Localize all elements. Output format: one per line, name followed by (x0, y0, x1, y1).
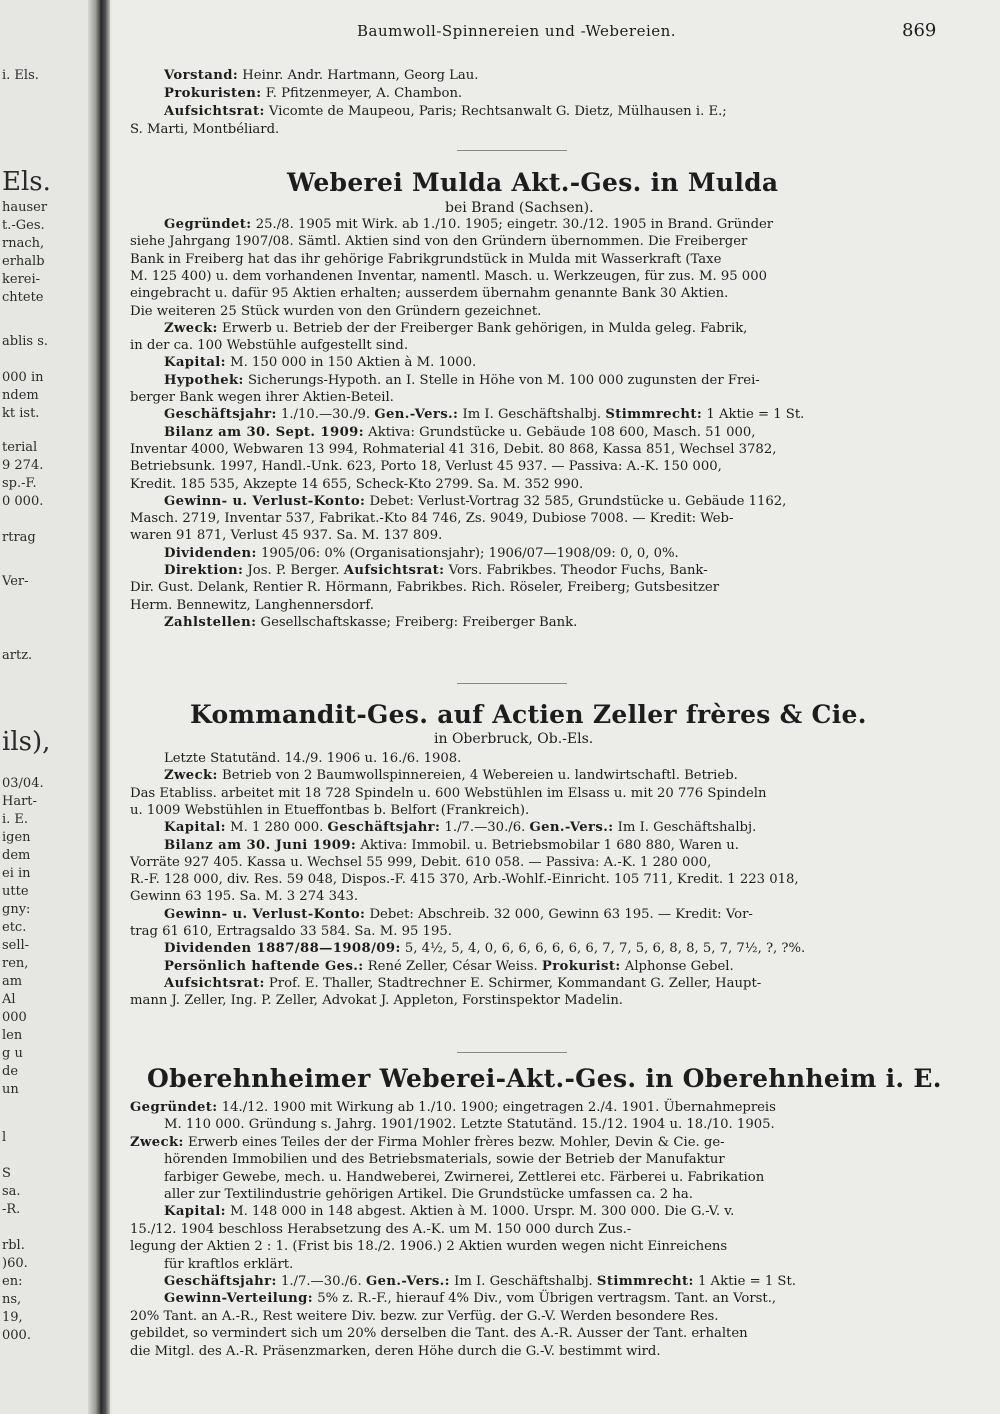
text-line (130, 304, 541, 319)
field-value: F. Pfitzenmeyer, A. Chambon. (261, 86, 463, 101)
field-value: eingebracht u. dafür 95 Aktien erhalten; ausserdem übernahm genannte Bank 30 Aktien. (130, 286, 729, 301)
field-value: Masch. 2719, Inventar 537, Fabrikat.-Kto 84 746, Zs. 9049, Dubiose 7008. — Kredit: Web- (130, 511, 734, 526)
gutter-fragment: 03/04. (2, 776, 44, 791)
gutter-fragment: hauser (2, 200, 48, 215)
field-value: Prof. E. Thaller, Stadtrechner E. Schirmer, Kommandant G. Zeller, Haupt- (264, 976, 762, 991)
text-line (164, 1204, 734, 1219)
field-label: Gen.-Vers.: (529, 820, 614, 835)
text-line (130, 252, 721, 267)
field-label: Gewinn- u. Verlust-Konto: (164, 494, 366, 509)
gutter-fragment: i. E. (2, 812, 29, 827)
gutter-fragment: 000 in (2, 370, 44, 385)
field-label: Geschäftsjahr: (327, 820, 441, 835)
field-value: in der ca. 100 Webstühle aufgestellt sind. (130, 338, 409, 353)
field-label: Zweck: (130, 1135, 184, 1150)
field-value: farbiger Gewebe, mech. u. Handweberei, Zwirnerei, Zettlerei etc. Färberei u. Fabrikation (164, 1170, 765, 1185)
book-spine-shadow (88, 0, 110, 1414)
gutter-fragment: )60. (2, 1256, 28, 1271)
gutter-fragment: 19, (2, 1310, 23, 1325)
field-value: Betriebsunk. 1997, Handl.-Unk. 623, Porto 18, Verlust 45 937. — Passiva: A.-K. 150 000, (130, 459, 722, 474)
running-header: Baumwoll-Spinnereien und -Webereien. (357, 22, 677, 40)
text-line (130, 528, 442, 543)
field-value: Letzte Statutänd. 14./9. 1906 u. 16./6. 1908. (164, 751, 462, 766)
field-value: für kraftlos erklärt. (164, 1257, 294, 1272)
field-value: Gewinn 63 195. Sa. M. 3 274 343. (130, 889, 359, 904)
text-line (130, 993, 623, 1008)
text-line (130, 1309, 718, 1324)
field-value: Jos. P. Berger. (243, 563, 344, 578)
text-line (164, 494, 786, 509)
field-value: Aktiva: Immobil. u. Betriebsmobilar 1 680 880, Waren u. (356, 838, 739, 853)
field-value: R.-F. 128 000, div. Res. 59 048, Dispos.-F. 415 370, Arb.-Wohlf.-Einricht. 105 711, Kredit. 1 223 018, (130, 872, 799, 887)
field-value: Erwerb u. Betrieb der der Freiberger Bank gehörigen, in Mulda geleg. Fabrik, (217, 321, 748, 336)
gutter-fragment: sa. (2, 1184, 21, 1199)
field-label: Direktion: (164, 563, 244, 578)
gutter-fragment: erhalb (2, 254, 45, 269)
text-line (164, 425, 755, 440)
text-line (130, 122, 279, 137)
text-line (130, 1222, 631, 1237)
field-label: Bilanz am 30. Juni 1909: (164, 838, 357, 853)
gutter-fragment: Ver- (2, 574, 29, 589)
text-line (164, 1274, 796, 1289)
text-line (164, 768, 738, 783)
field-value: 25./8. 1905 mit Wirk. ab 1./10. 1905; eingetr. 30./12. 1905 in Brand. Gründer (251, 217, 774, 232)
text-line (164, 546, 679, 561)
text-line (164, 563, 708, 578)
gutter-fragment: kt ist. (2, 406, 40, 421)
text-line (164, 976, 761, 991)
field-label: Gen.-Vers.: (365, 1274, 450, 1289)
gutter-fragment: ndem (2, 388, 39, 403)
gutter-fragment: ablis s. (2, 334, 48, 349)
gutter-fragment: Hart- (2, 794, 37, 809)
gutter-fragment: ns, (2, 1292, 22, 1307)
page-number: 869 (902, 20, 937, 41)
field-value: 15./12. 1904 beschloss Herabsetzung des A.-K. um M. 150 000 durch Zus.- (130, 1222, 632, 1237)
field-value: mann J. Zeller, Ing. P. Zeller, Advokat J. Appleton, Forstinspektor Madelin. (130, 993, 624, 1008)
field-label: Dividenden: (164, 546, 257, 561)
gutter-fragment: rnach, (2, 236, 45, 251)
field-value: M. 125 400) u. dem vorhandenen Inventar, namentl. Masch. u. Werkzeugen, für zus. M. 95 000 (130, 269, 767, 284)
field-value: hörenden Immobilien und des Betriebsmaterials, sowie der Betrieb der Manufaktur (164, 1152, 725, 1167)
text-line (164, 820, 756, 835)
gutter-fragment: chtete (2, 290, 44, 305)
gutter-fragment: de (2, 1064, 19, 1079)
gutter-fragment: rbl. (2, 1238, 25, 1253)
field-label: Gen.-Vers.: (374, 407, 459, 422)
text-line (130, 1239, 727, 1254)
text-line (164, 1257, 293, 1272)
field-value: 1./7.—30./6. (276, 1274, 366, 1289)
field-value: 20% Tant. an A.-R., Rest weitere Div. bezw. zur Verfüg. der G.-V. Werden besondere Res. (130, 1309, 719, 1324)
company-title: Oberehnheimer Weberei-Akt.-Ges. in Oberehnheim i. E. (147, 1064, 942, 1093)
page (112, 0, 1000, 1414)
field-value: S. Marti, Montbéliard. (130, 122, 280, 137)
text-line (130, 477, 583, 492)
gutter-fragment: l (2, 1130, 7, 1145)
field-label: Vorstand: (164, 68, 239, 83)
gutter-fragment: artz. (2, 648, 33, 663)
field-value: Debet: Verlust-Vortrag 32 585, Grundstücke u. Gebäude 1162, (365, 494, 787, 509)
gutter-fragment: sell- (2, 938, 30, 953)
field-value: 1 Aktie = 1 St. (693, 1274, 796, 1289)
text-line (164, 86, 462, 101)
field-value: Sicherungs-Hypoth. an I. Stelle in Höhe von M. 100 000 zugunsten der Frei- (243, 373, 760, 388)
text-line (164, 407, 804, 422)
field-label: Zweck: (164, 321, 218, 336)
field-value: 1./10.—30./9. (276, 407, 375, 422)
field-value: Inventar 4000, Webwaren 13 994, Rohmaterial 41 316, Debit. 80 868, Kassa 851, Wechsel 3782, (130, 442, 777, 457)
text-line (164, 104, 727, 119)
field-value: Kredit. 185 535, Akzepte 14 655, Scheck-Kto 2799. Sa. M. 352 990. (130, 477, 584, 492)
section-divider (457, 683, 567, 684)
text-line (164, 321, 747, 336)
gutter-fragment: S (2, 1166, 11, 1181)
field-value: Dir. Gust. Delank, Rentier R. Hörmann, Fabrikbes. Rich. Röseler, Freiberg; Gutsbesitzer (130, 580, 720, 595)
gutter-fragment: gny: (2, 902, 31, 917)
company-location: in Oberbruck, Ob.-Els. (434, 731, 594, 747)
field-value: die Mitgl. des A.-R. Präsenzmarken, deren Höhe durch die G.-V. bestimmt wird. (130, 1344, 661, 1359)
text-line (164, 1152, 725, 1167)
gutter-fragment: utte (2, 884, 29, 899)
field-value: 5% z. R.-F., hierauf 4% Div., vom Übrigen vertragsm. Tant. an Vorst., (313, 1291, 777, 1306)
field-value: Bank in Freiberg hat das ihr gehörige Fabrikgrundstück in Mulda mit Wasserkraft (Taxe (130, 252, 722, 267)
field-label: Persönlich haftende Ges.: (164, 959, 364, 974)
text-line (130, 1100, 776, 1115)
field-value: Alphonse Gebel. (620, 959, 734, 974)
field-label: Hypothek: (164, 373, 244, 388)
field-value: Im I. Geschäftshalbj. (458, 407, 606, 422)
gutter-fragment: ils), (2, 727, 51, 757)
field-label: Zweck: (164, 768, 218, 783)
field-label: Dividenden 1887/88—1908/09: (164, 941, 401, 956)
text-line (164, 355, 476, 370)
field-value: 14./12. 1900 mit Wirkung ab 1./10. 1900; eingetragen 2./4. 1901. Übernahmepreis (217, 1100, 776, 1115)
field-label: Geschäftsjahr: (164, 407, 277, 422)
text-line (130, 286, 728, 301)
section-divider (457, 150, 567, 151)
gutter-fragment: len (2, 1028, 23, 1043)
company-title: Weberei Mulda Akt.-Ges. in Mulda (287, 168, 779, 197)
text-line (130, 872, 799, 887)
field-value: siehe Jahrgang 1907/08. Sämtl. Aktien sind von den Gründern übernommen. Die Freiberger (130, 234, 748, 249)
field-label: Bilanz am 30. Sept. 1909: (164, 425, 364, 440)
field-label: Stimmrecht: (596, 1274, 694, 1289)
text-line (130, 511, 733, 526)
field-value: Debet: Abschreib. 32 000, Gewinn 63 195. — Kredit: Vor- (365, 907, 753, 922)
field-label: Geschäftsjahr: (164, 1274, 277, 1289)
text-line (164, 1170, 764, 1185)
text-line (130, 390, 394, 405)
text-line (164, 68, 478, 83)
text-line (130, 803, 529, 818)
text-line (130, 338, 408, 353)
text-line (130, 580, 719, 595)
field-value: René Zeller, César Weiss. (363, 959, 542, 974)
field-label: Zahlstellen: (164, 615, 257, 630)
field-label: Prokurist: (541, 959, 621, 974)
gutter-fragment: kerei- (2, 272, 41, 287)
field-label: Gewinn- u. Verlust-Konto: (164, 907, 366, 922)
field-value: Vors. Fabrikbes. Theodor Fuchs, Bank- (444, 563, 708, 578)
text-line (164, 959, 734, 974)
gutter-fragment: t.-Ges. (2, 218, 45, 233)
field-value: 1./7.—30./6. (440, 820, 530, 835)
field-value: waren 91 871, Verlust 45 937. Sa. M. 137 809. (130, 528, 443, 543)
field-value: Vicomte de Maupeou, Paris; Rechtsanwalt G. Dietz, Mülhausen i. E.; (264, 104, 727, 119)
text-line (130, 786, 767, 801)
text-line (130, 889, 358, 904)
field-value: Im I. Geschäftshalbj. (449, 1274, 597, 1289)
gutter-fragment: 000 (2, 1010, 27, 1025)
company-title: Kommandit-Ges. auf Actien Zeller frères & Cie. (190, 700, 867, 729)
field-value: berger Bank wegen ihrer Aktien-Beteil. (130, 390, 394, 405)
field-value: legung der Aktien 2 : 1. (Frist bis 18./2. 1906.) 2 Aktien wurden wegen nicht Einreichens (130, 1239, 728, 1254)
section-divider (457, 1052, 567, 1053)
gutter-fragment: g u (2, 1046, 23, 1061)
text-line (130, 1326, 748, 1341)
text-line (164, 751, 461, 766)
gutter-fragment: 0 000. (2, 494, 44, 509)
field-value: 1905/06: 0% (Organisationsjahr); 1906/07—1908/09: 0, 0, 0%. (256, 546, 679, 561)
field-value: 1 Aktie = 1 St. (702, 407, 805, 422)
text-line (130, 924, 452, 939)
field-value: Erwerb eines Teiles der der Firma Mohler frères bezw. Mohler, Devin & Cie. ge- (183, 1135, 725, 1150)
field-value: 5, 4½, 5, 4, 0, 6, 6, 6, 6, 6, 6, 7, 7, 5, 6, 8, 8, 5, 7, 7½, ?, ?%. (400, 941, 806, 956)
gutter-fragment: etc. (2, 920, 27, 935)
text-line (130, 269, 767, 284)
gutter-fragment: Els. (2, 167, 51, 197)
gutter-fragment: dem (2, 848, 31, 863)
field-value: gebildet, so vermindert sich um 20% derselben die Tant. des A.-R. Ausser der Tant. erhalten (130, 1326, 748, 1341)
gutter-fragment: 000. (2, 1328, 31, 1343)
field-value: Gesellschaftskasse; Freiberg: Freiberger Bank. (256, 615, 578, 630)
field-value: Im I. Geschäftshalbj. (613, 820, 757, 835)
field-label: Gegründet: (130, 1100, 218, 1115)
field-value: u. 1009 Webstühlen in Etueffontbas b. Belfort (Frankreich). (130, 803, 530, 818)
field-value: Heinr. Andr. Hartmann, Georg Lau. (238, 68, 479, 83)
text-line (130, 1344, 661, 1359)
gutter-fragment: -R. (2, 1202, 21, 1217)
field-label: Aufsichtsrat: (343, 563, 445, 578)
text-line (164, 941, 805, 956)
text-line (164, 1187, 693, 1202)
field-label: Aufsichtsrat: (164, 976, 265, 991)
text-line (130, 1135, 725, 1150)
field-value: Vorräte 927 405. Kassa u. Wechsel 55 999, Debit. 610 058. — Passiva: A.-K. 1 280 000, (130, 855, 712, 870)
field-label: Aufsichtsrat: (164, 104, 265, 119)
text-line (164, 217, 773, 232)
gutter-fragment: igen (2, 830, 31, 845)
field-label: Kapital: (164, 820, 226, 835)
field-value: M. 110 000. Gründung s. Jahrg. 1901/1902. Letzte Statutänd. 15./12. 1904 u. 18./10. 1905. (164, 1117, 775, 1132)
gutter-fragment: sp.-F. (2, 476, 37, 491)
company-location: bei Brand (Sachsen). (445, 200, 594, 216)
field-value: M. 150 000 in 150 Aktien à M. 1000. (225, 355, 477, 370)
text-line (164, 1117, 775, 1132)
field-label: Kapital: (164, 1204, 226, 1219)
field-label: Gewinn-Verteilung: (164, 1291, 314, 1306)
text-line (164, 907, 753, 922)
field-label: Prokuristen: (164, 86, 262, 101)
text-line (130, 234, 747, 249)
gutter-fragment: un (2, 1082, 19, 1097)
text-line (164, 615, 577, 630)
text-line (130, 855, 711, 870)
field-label: Gegründet: (164, 217, 252, 232)
field-value: M. 1 280 000. (225, 820, 328, 835)
field-value: Betrieb von 2 Baumwollspinnereien, 4 Webereien u. landwirtschaftl. Betrieb. (217, 768, 738, 783)
text-line (130, 442, 776, 457)
text-line (130, 459, 722, 474)
gutter-fragment: am (2, 974, 23, 989)
field-value: aller zur Textilindustrie gehörigen Artikel. Die Grundstücke umfassen ca. 2 ha. (164, 1187, 693, 1202)
text-line (130, 598, 374, 613)
field-value: Herm. Bennewitz, Langhennersdorf. (130, 598, 374, 613)
gutter-fragment: 9 274. (2, 458, 44, 473)
field-value: Das Etabliss. arbeitet mit 18 728 Spindeln u. 600 Webstühlen im Elsass u. mit 20 776 Spindeln (130, 786, 767, 801)
field-label: Kapital: (164, 355, 226, 370)
gutter-fragment: rtrag (2, 530, 36, 545)
gutter-fragment: i. Els. (2, 68, 39, 83)
field-label: Stimmrecht: (605, 407, 703, 422)
gutter-fragment: terial (2, 440, 38, 455)
gutter-fragment: ren, (2, 956, 29, 971)
field-value: Aktiva: Grundstücke u. Gebäude 108 600, Masch. 51 000, (363, 425, 756, 440)
gutter-fragment: Al (2, 992, 16, 1007)
text-line (164, 373, 760, 388)
text-line (164, 1291, 776, 1306)
text-line (164, 838, 739, 853)
field-value: Die weiteren 25 Stück wurden von den Gründern gezeichnet. (130, 304, 542, 319)
gutter-fragment: en: (2, 1274, 23, 1289)
field-value: M. 148 000 in 148 abgest. Aktien à M. 1000. Urspr. M. 300 000. Die G.-V. v. (225, 1204, 735, 1219)
gutter-fragment: ei in (2, 866, 31, 881)
field-value: trag 61 610, Ertragsaldo 33 584. Sa. M. 95 195. (130, 924, 452, 939)
